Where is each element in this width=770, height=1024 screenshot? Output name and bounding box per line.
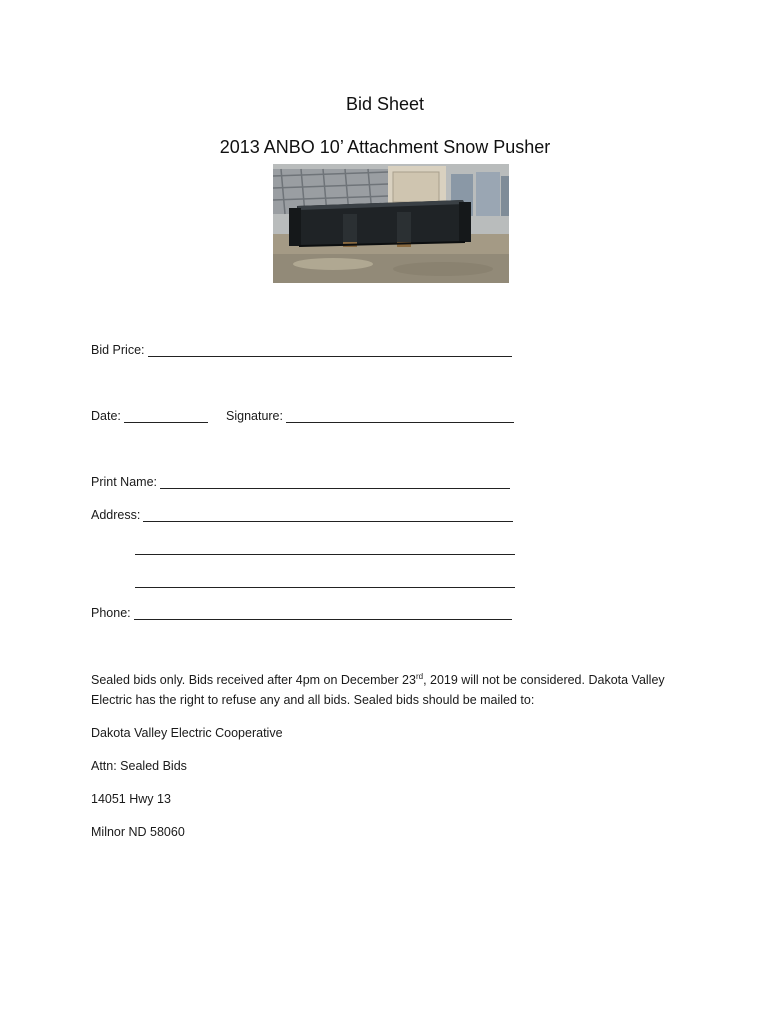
date-input[interactable] (124, 410, 208, 423)
address-input-line1[interactable] (143, 509, 513, 522)
mailing-attn: Attn: Sealed Bids (91, 759, 187, 773)
bid-price-field[interactable] (91, 343, 512, 357)
signature-field[interactable] (226, 409, 514, 423)
address-field[interactable] (91, 508, 513, 522)
document-title: Bid Sheet (345, 94, 425, 114)
notice-line-1-b: , 2019 will not be considered. Dakota Valley (423, 673, 665, 687)
notice-line-1 (91, 670, 665, 690)
address-label: Address: (91, 508, 141, 522)
ordinal-suffix: rd (415, 671, 424, 681)
document-subtitle: 2013 ANBO 10’ Attachment Snow Pusher (219, 137, 551, 157)
mailing-street: 14051 Hwy 13 (91, 792, 171, 806)
date-label: Date: (91, 409, 121, 423)
print-name-field[interactable] (91, 475, 510, 489)
print-name-input[interactable] (160, 476, 510, 489)
snow-pusher-photo (273, 164, 509, 283)
notice-line-2: Electric has the right to refuse any and all bids. Sealed bids should be mailed to: (91, 693, 535, 707)
phone-input[interactable] (134, 607, 512, 620)
signature-input[interactable] (286, 410, 514, 423)
date-field[interactable] (91, 409, 208, 423)
mailing-city: Milnor ND 58060 (91, 825, 185, 839)
signature-label: Signature: (226, 409, 283, 423)
notice-line-1-a: Sealed bids only. Bids received after 4pm on December 23 (91, 673, 416, 687)
mailing-org: Dakota Valley Electric Cooperative (91, 726, 283, 740)
phone-field[interactable] (91, 606, 512, 620)
bid-price-label: Bid Price: (91, 343, 145, 357)
address-input-line3[interactable] (135, 586, 515, 588)
address-input-line2[interactable] (135, 553, 515, 555)
phone-label: Phone: (91, 606, 131, 620)
bid-price-input[interactable] (148, 344, 512, 357)
notice-paragraph (91, 670, 665, 710)
print-name-label: Print Name: (91, 475, 157, 489)
